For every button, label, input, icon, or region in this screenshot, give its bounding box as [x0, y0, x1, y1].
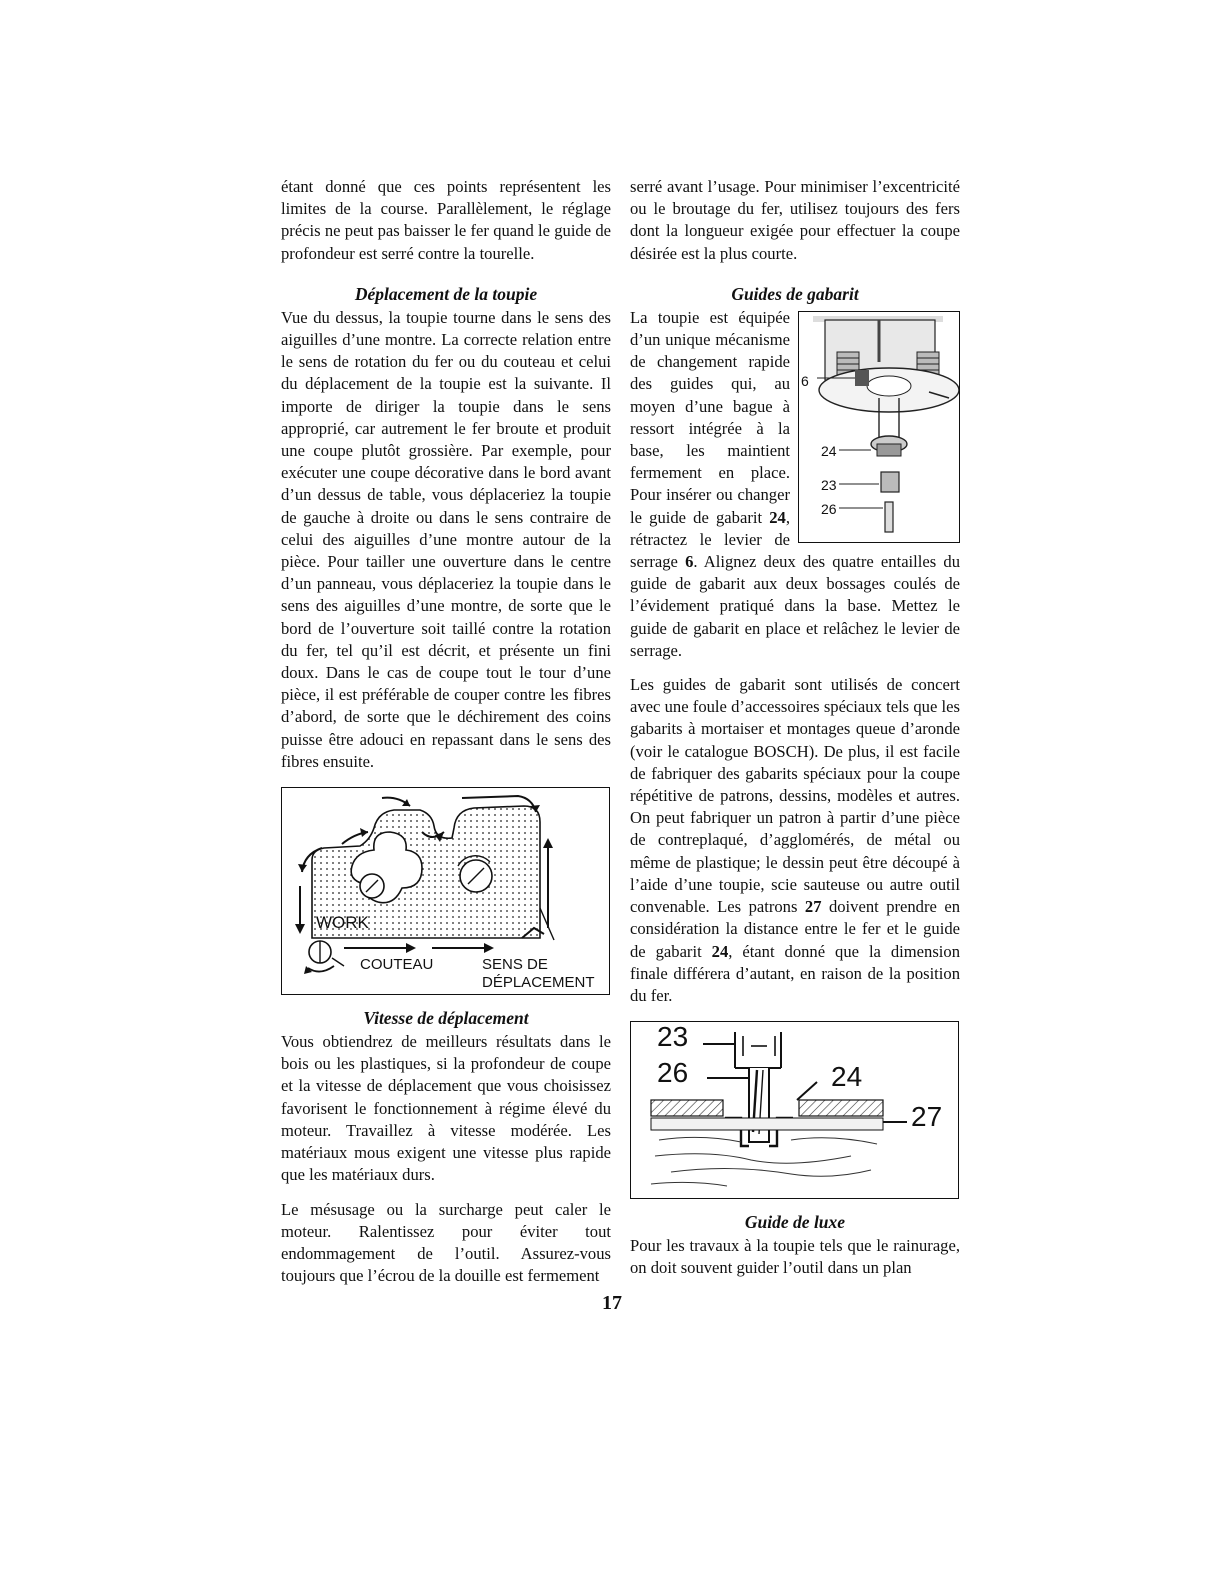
label-24-large: 24	[831, 1061, 863, 1093]
pattern-right	[799, 1100, 883, 1116]
guides-p2-lead: Les guides de gabarit sont utilisés de concert avec une foule d’accessoires spéciaux tels que les gabarits à mortaiser et montages queue d’aronde (voir le catalogue BOSCH). De plus, il est facile de fabriquer des gabarits spéciaux pour la coupe répétitive de patrons, dessins, modèles et autres. On peut fabriquer un patron à partir d’une pièce de contreplaqué, d’agglomérés, de métal ou même de plastique; le dessin peut être découpé à l’aide d’une toupie, scie sauteuse ou autre outil convenable. Les patrons	[630, 675, 960, 917]
guides-p1-lead: La toupie est équipée d’un unique mécanisme de changement rapide des guides qui, au moyen d’une bague à ressort intégrée à la base, les maintient fermement en place. Pour insérer ou changer le guide de gabarit	[630, 307, 790, 527]
work-label: WORK	[316, 913, 369, 933]
page-number: 17	[602, 1292, 622, 1314]
guides-p2-tail: , étant donné que la dimension finale différera d’autant, en raison de la position du fer.	[630, 941, 961, 1005]
guides-p2-bold-24: 24	[711, 941, 729, 961]
guides-p1-bold-24: 24	[769, 507, 786, 527]
workpiece-board	[651, 1118, 883, 1130]
vitesse-paragraph-1: Vous obtiendrez de meilleurs résultats dans le bois ou les plastiques, si la profondeur de coupe et la vitesse de déplacement que vous choisissez favorisent le fonctionnement à régime élevé du moteur. Travaillez à vitesse modérée. Les matériaux mous exigent une vitesse plus rapide que les matériaux durs.	[281, 1032, 611, 1185]
heading-deplacement: Déplacement de la toupie	[354, 283, 538, 304]
guides-p1-mid: , rétractez le levier de serrage	[630, 507, 790, 572]
figure-work-direction	[281, 787, 610, 995]
left-column	[281, 176, 611, 1287]
clamp-lever	[855, 370, 869, 386]
pattern-left	[651, 1100, 723, 1116]
guides-paragraph-2	[630, 674, 960, 1007]
guide-luxe-paragraph: Pour les travaux à la toupie tels que le rainurage, on doit souvent guider l’outil dans un plan	[630, 1236, 960, 1278]
heading-guide-luxe: Guide de luxe	[744, 1212, 846, 1233]
label-24-small: 24	[821, 442, 837, 459]
heading-guides-gabarit: Guides de gabarit	[731, 283, 859, 304]
work-direction-diagram	[282, 788, 609, 994]
label-6: 6	[801, 372, 809, 389]
guides-p2-bold-27: 27	[804, 897, 822, 917]
sens-label-line2: DÉPLACEMENT	[482, 974, 595, 992]
label-23-small: 23	[821, 476, 837, 493]
heading-vitesse: Vitesse de déplacement	[363, 1008, 529, 1029]
label-27-large: 27	[911, 1101, 943, 1133]
left-intro-paragraph: étant donné que ces points représentent les limites de la course. Parallèlement, le réglage précis ne peut pas baisser le fer quand le guide de profondeur est serré contre la tourelle.	[281, 177, 611, 263]
figure-template-guide	[798, 311, 960, 543]
guides-p1-tail: . Alignez deux des quatre entailles du guide de gabarit aux deux bossages coulés de l’évidement pratiqué dans la base. Mettez le guide de gabarit en place et relâchez le levier de serrage.	[630, 552, 960, 660]
sens-label-line1: SENS DE	[482, 956, 548, 974]
label-26-large: 26	[657, 1057, 689, 1089]
deplacement-paragraph: Vue du dessus, la toupie tourne dans le sens des aiguilles d’une montre. La correcte relation entre le sens de rotation du fer ou du couteau et celui du déplacement de la toupie est la suivante. Il importe de diriger la toupie dans le sens approprié, car autrement le fer broute et produit une coupe plutôt grossière. Par exemple, pour exécuter une coupe décorative dans le bord avant d’un dessus de table, vous déplaceriez la toupie de gauche à droite ou dans le sens contraire de celui des aiguilles d’une montre autour de la pièce. Pour tailler une ouverture dans le centre d’un panneau, vous déplaceriez la toupie dans le sens des aiguilles d’une montre, de sorte que le bord de l’ouverture soit taillé contre la rotation du fer, tel qu’il est décrit, et présente un fini doux. Dans le cas de coupe tout le tour d’une pièce, il est préférable de couper contre les fibres d’abord, de sorte que le déchirement des coins puisse être adouci en repassant dans le sens des fibres ensuite.	[281, 307, 611, 771]
vitesse-paragraph-2: Le mésusage ou la surcharge peut caler le moteur. Ralentissez pour éviter tout endommagement de l’outil. Assurez-vous toujours que l’écrou de la douille est fermement	[281, 1199, 611, 1286]
right-intro-paragraph: serré avant l’usage. Pour minimiser l’excentricité ou le broutage du fer, utilisez toujours des fers dont la longueur exigée pour effectuer la coupe désirée est la plus courte.	[630, 177, 960, 263]
couteau-label: COUTEAU	[360, 956, 434, 974]
template-bit	[885, 502, 893, 532]
guides-p1-bold-6: 6	[685, 552, 694, 572]
label-26-small: 26	[821, 500, 837, 517]
figure-pattern-cross-section	[630, 1021, 959, 1199]
guides-p2-mid: doivent prendre en considération la distance entre le fer et le guide de gabarit	[630, 897, 960, 961]
template-nut	[881, 472, 899, 492]
label-23-large: 23	[657, 1021, 689, 1053]
right-column	[630, 176, 960, 1280]
